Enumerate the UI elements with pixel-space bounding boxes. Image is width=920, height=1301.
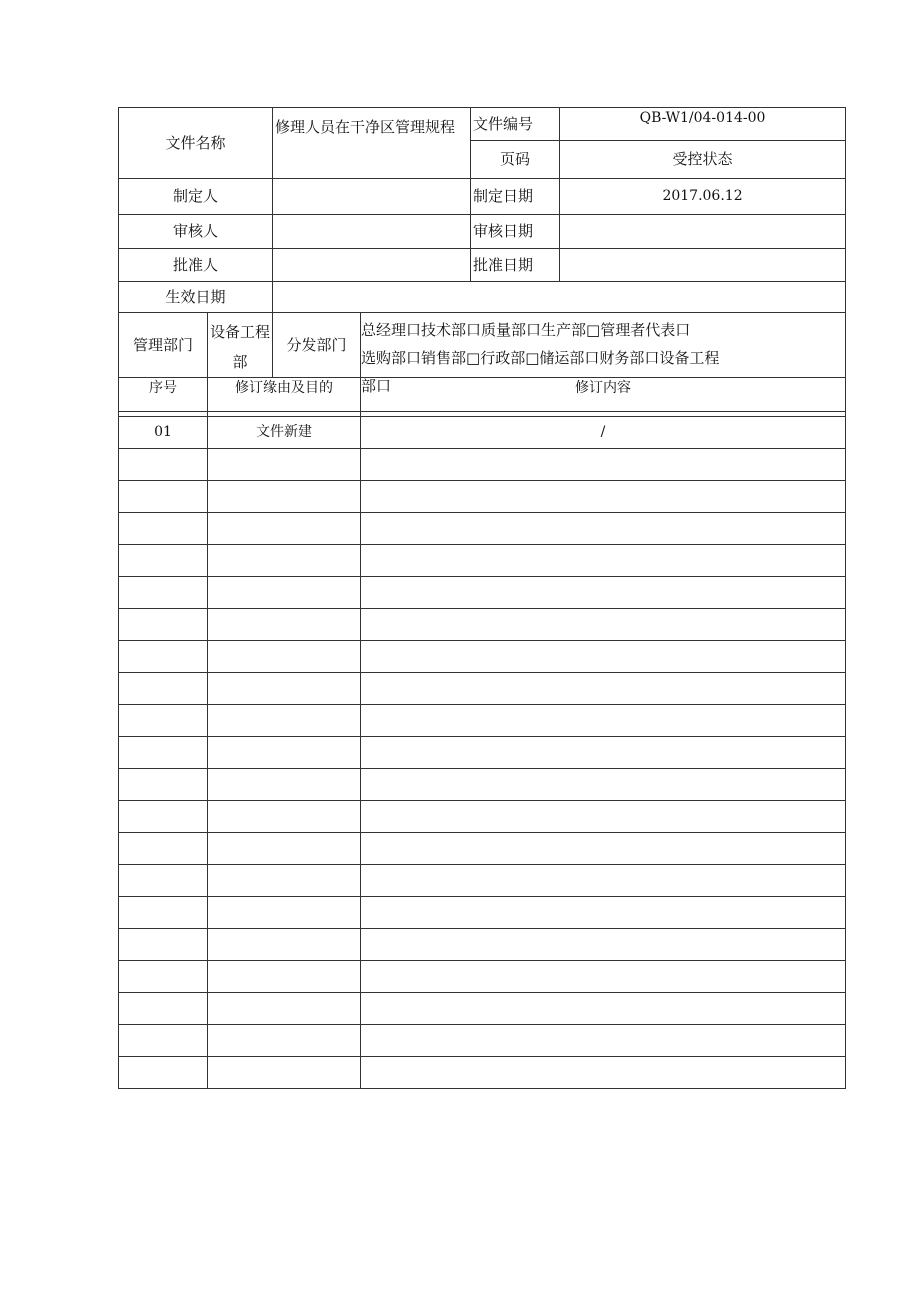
page-label: 页码 xyxy=(471,141,560,179)
author-label: 制定人 xyxy=(119,179,273,215)
empty-row xyxy=(119,641,846,673)
approve-date-label: 批准日期 xyxy=(471,249,560,282)
dept-label: 管理部门 xyxy=(119,313,208,378)
empty-row xyxy=(119,801,846,833)
reviewer-value xyxy=(273,215,471,249)
dept-value-text: 设备工程部 xyxy=(210,322,271,371)
date-made-value: 2017.06.12 xyxy=(560,179,846,215)
empty-row xyxy=(119,705,846,737)
empty-row xyxy=(119,609,846,641)
dist-label: 分发部门 xyxy=(273,313,361,378)
empty-row xyxy=(119,545,846,577)
reviewer-label: 审核人 xyxy=(119,215,273,249)
file-name-value: 修理人员在干净区管理规程 xyxy=(273,108,471,179)
effective-date-label: 生效日期 xyxy=(119,282,273,313)
dept-value xyxy=(208,313,273,378)
empty-row xyxy=(119,737,846,769)
effective-date-value xyxy=(273,282,846,313)
revision-table xyxy=(118,377,846,1089)
empty-row xyxy=(119,481,846,513)
empty-row xyxy=(119,1025,846,1057)
revision-content: / xyxy=(361,417,846,449)
empty-row xyxy=(119,577,846,609)
file-no-label: 文件编号 xyxy=(471,108,560,141)
dist-line-3: 部口 xyxy=(361,377,392,395)
control-status: 受控状态 xyxy=(560,141,846,179)
revision-reason: 文件新建 xyxy=(208,417,361,449)
empty-row xyxy=(119,833,846,865)
approve-date-value xyxy=(560,249,846,282)
empty-row xyxy=(119,993,846,1025)
date-made-label: 制定日期 xyxy=(471,179,560,215)
revision-row xyxy=(119,417,846,449)
file-name-label: 文件名称 xyxy=(119,108,273,179)
author-value xyxy=(273,179,471,215)
empty-row xyxy=(119,865,846,897)
empty-row xyxy=(119,1057,846,1089)
empty-row xyxy=(119,897,846,929)
empty-row xyxy=(119,513,846,545)
review-date-value xyxy=(560,215,846,249)
col-content-header: 修订内容 xyxy=(361,378,846,412)
empty-row xyxy=(119,769,846,801)
revision-no: 01 xyxy=(119,417,208,449)
col-reason-header: 修订缘由及目的 xyxy=(208,378,361,412)
empty-row xyxy=(119,929,846,961)
approver-value xyxy=(273,249,471,282)
dist-line-2: 选购部口销售部□行政部□储运部口财务部口设备工程 xyxy=(361,349,720,367)
dist-line-1: 总经理口技术部口质量部口生产部□管理者代表口 xyxy=(361,321,691,339)
empty-row xyxy=(119,673,846,705)
col-no-header: 序号 xyxy=(119,378,208,412)
file-no-value: QB-W1/04-014-00 xyxy=(560,108,846,141)
review-date-label: 审核日期 xyxy=(471,215,560,249)
document-form xyxy=(118,107,845,1089)
empty-row xyxy=(119,961,846,993)
empty-row xyxy=(119,449,846,481)
approver-label: 批准人 xyxy=(119,249,273,282)
